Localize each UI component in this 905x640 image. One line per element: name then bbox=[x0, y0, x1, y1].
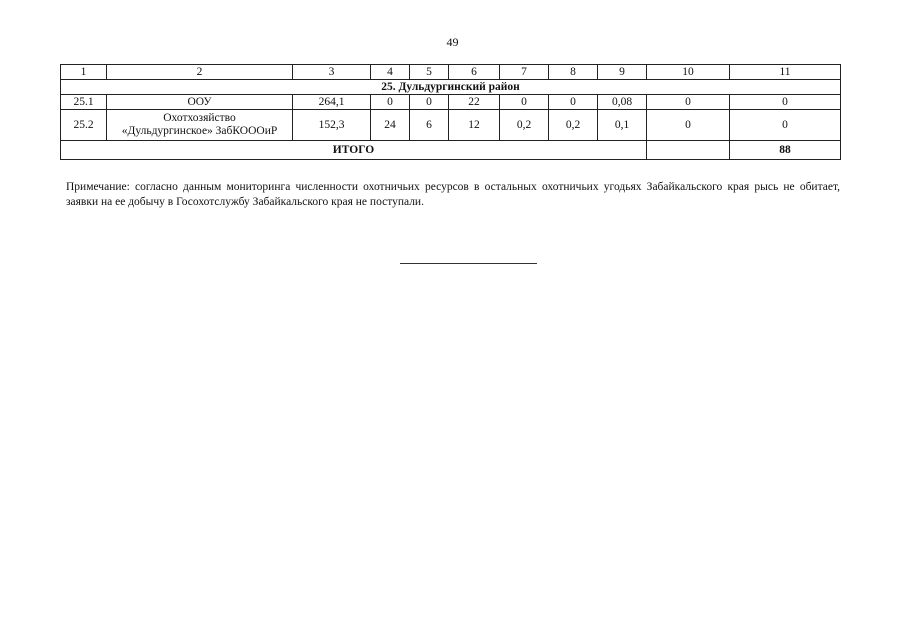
table-cell: 6 bbox=[410, 110, 449, 141]
table-cell: 0,2 bbox=[500, 110, 549, 141]
table-cell: 0 bbox=[549, 95, 598, 110]
table-cell: 0 bbox=[410, 95, 449, 110]
column-header: 1 bbox=[61, 65, 107, 80]
table-cell: 264,1 bbox=[293, 95, 371, 110]
table-cell: 0 bbox=[647, 110, 730, 141]
column-header: 7 bbox=[500, 65, 549, 80]
table-cell: 24 bbox=[371, 110, 410, 141]
footnote bbox=[66, 180, 840, 210]
column-header: 2 bbox=[107, 65, 293, 80]
column-header: 11 bbox=[730, 65, 841, 80]
row-id: 25.2 bbox=[61, 110, 107, 141]
note-text: согласно данным мониторинга численности охотничьих ресурсов в остальных охотничьих угодьях Забайкальского края рысь не обитает, заявки на ее добычу в Госохотслужбу Забайкальского края не поступали. bbox=[66, 181, 840, 208]
column-header: 4 bbox=[371, 65, 410, 80]
section-title: 25. Дульдургинский район bbox=[61, 80, 841, 95]
column-header: 9 bbox=[598, 65, 647, 80]
column-header: 6 bbox=[449, 65, 500, 80]
table-cell: 0 bbox=[730, 110, 841, 141]
column-header: 5 bbox=[410, 65, 449, 80]
table-cell: 0 bbox=[371, 95, 410, 110]
column-header: 10 bbox=[647, 65, 730, 80]
total-value: 88 bbox=[730, 141, 841, 160]
hunting-quota-table bbox=[60, 64, 841, 160]
total-row bbox=[61, 141, 841, 160]
note-label: Примечание: bbox=[66, 181, 130, 193]
table-row bbox=[61, 110, 841, 141]
page-number: 49 bbox=[446, 35, 459, 49]
end-separator-line bbox=[400, 263, 537, 264]
column-number-row bbox=[61, 65, 841, 80]
table-cell: 0,08 bbox=[598, 95, 647, 110]
section-row bbox=[61, 80, 841, 95]
row-name: ООУ bbox=[107, 95, 293, 110]
table-cell: 0 bbox=[730, 95, 841, 110]
row-id: 25.1 bbox=[61, 95, 107, 110]
column-header: 3 bbox=[293, 65, 371, 80]
table-row bbox=[61, 95, 841, 110]
column-header: 8 bbox=[549, 65, 598, 80]
table-cell: 22 bbox=[449, 95, 500, 110]
table-cell: 12 bbox=[449, 110, 500, 141]
total-empty-cell bbox=[647, 141, 730, 160]
total-label: ИТОГО bbox=[61, 141, 647, 160]
row-name-line2: «Дульдургинское» ЗабКОООиР bbox=[121, 125, 278, 137]
table-cell: 152,3 bbox=[293, 110, 371, 141]
row-name-line1: Охотхозяйство bbox=[163, 112, 236, 124]
row-name bbox=[107, 110, 293, 141]
table-cell: 0,2 bbox=[549, 110, 598, 141]
table-cell: 0,1 bbox=[598, 110, 647, 141]
table-cell: 0 bbox=[500, 95, 549, 110]
table-cell: 0 bbox=[647, 95, 730, 110]
